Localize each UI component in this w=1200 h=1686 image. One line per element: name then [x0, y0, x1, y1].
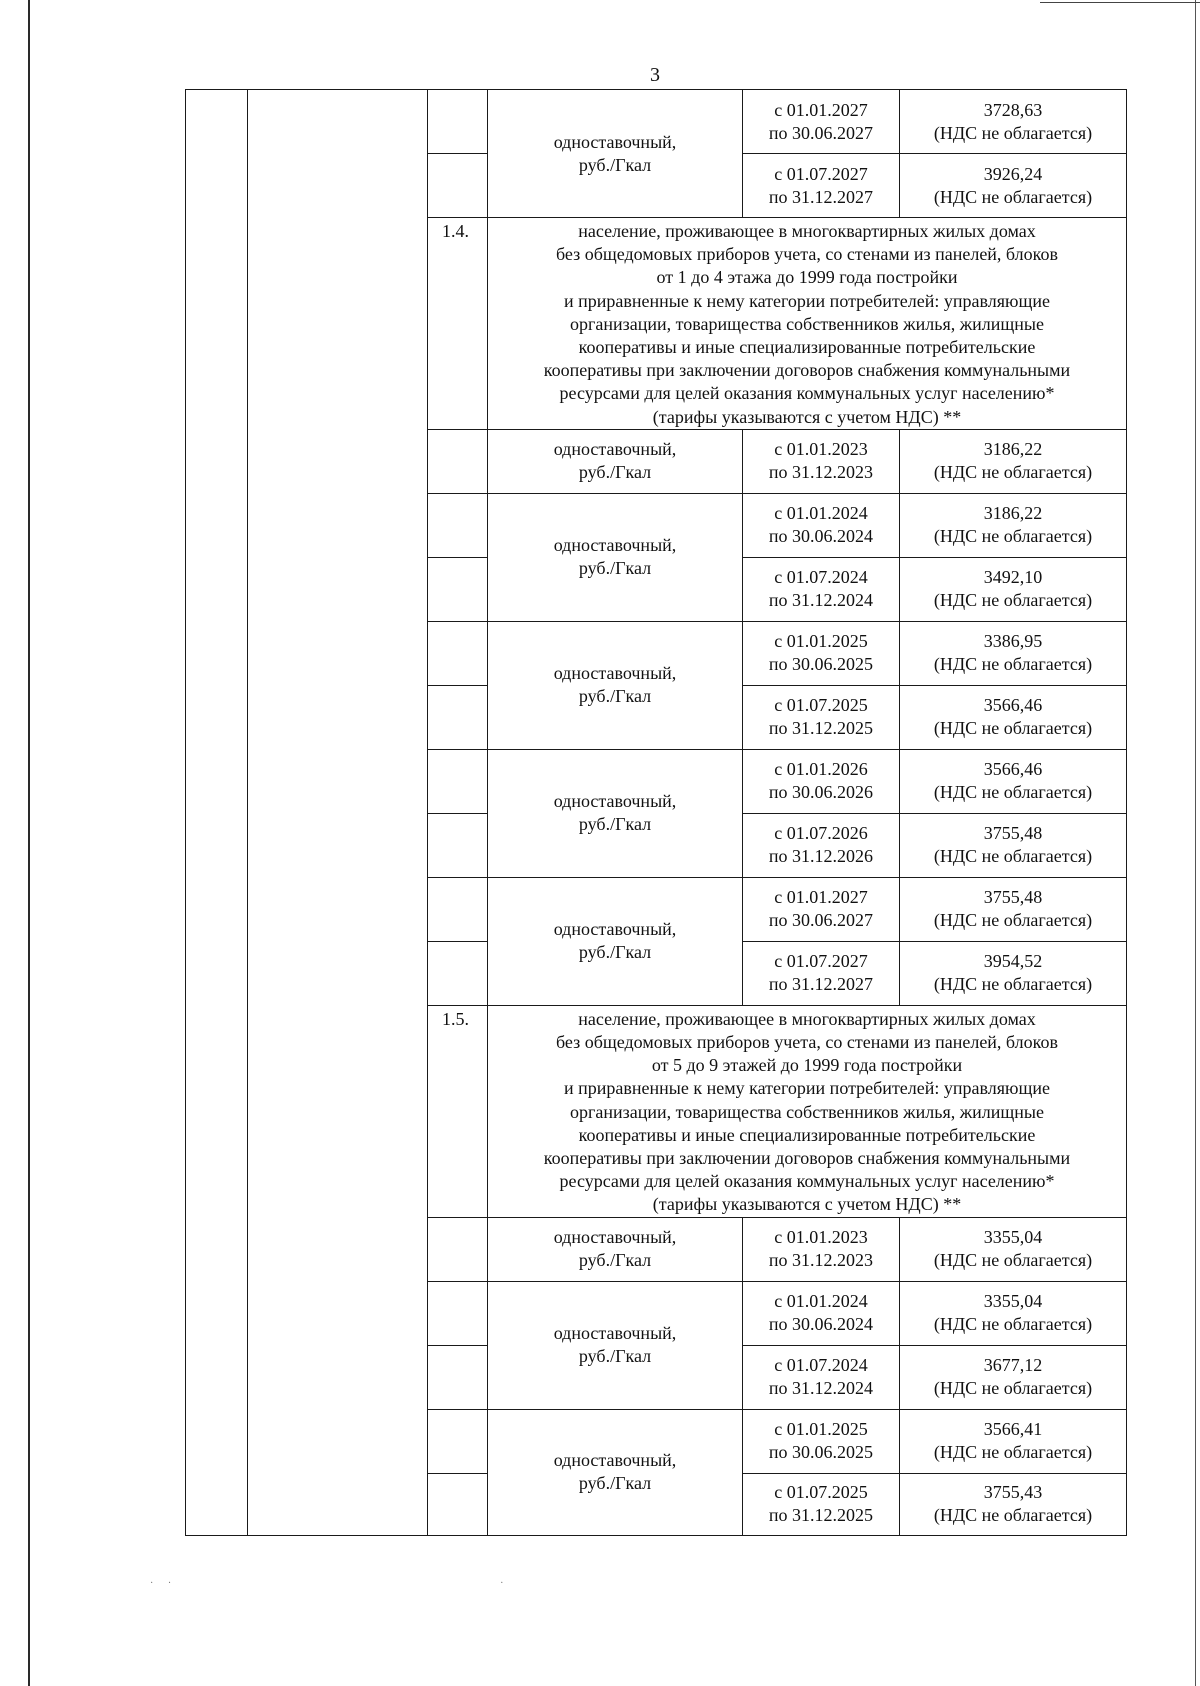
period-line: с 01.01.2025 — [774, 1419, 868, 1440]
number-cell — [428, 90, 488, 154]
period-line: по 30.06.2027 — [768, 122, 874, 143]
unit-cell — [488, 621, 743, 749]
unit-cell — [488, 1217, 743, 1281]
tariff-value-line: 3492,10 — [983, 567, 1043, 588]
tariff-table — [185, 89, 1127, 1536]
unit-line: руб./Гкал — [578, 1346, 652, 1367]
period-line: по 31.12.2026 — [768, 846, 874, 867]
description-line: организации, товарищества собственников жилья, жилищные — [570, 313, 1044, 334]
unit-cell — [488, 429, 743, 493]
description-line: (тарифы указываются с учетом НДС) ** — [652, 406, 962, 427]
tariff-value-line: 3566,46 — [983, 695, 1043, 716]
tariff-value-line: 3926,24 — [983, 163, 1043, 184]
unit-line: одноставочный, — [553, 131, 677, 152]
outer-column-cell — [186, 90, 248, 1536]
item-number: 1.5. — [428, 1005, 488, 1217]
tariff-value-line: 3755,43 — [983, 1482, 1043, 1503]
description-line: (тарифы указываются с учетом НДС) ** — [652, 1194, 962, 1215]
tariff-value-line: (НДС не облагается) — [933, 462, 1093, 483]
period-cell — [743, 90, 900, 154]
period-cell — [743, 941, 900, 1005]
period-line: по 31.12.2025 — [768, 1505, 874, 1526]
period-line: с 01.01.2025 — [774, 631, 868, 652]
number-cell — [428, 1473, 488, 1535]
period-cell — [743, 877, 900, 941]
period-cell — [743, 1281, 900, 1345]
unit-line: руб./Гкал — [578, 942, 652, 963]
period-line: с 01.01.2027 — [774, 887, 868, 908]
period-line: с 01.07.2024 — [774, 567, 868, 588]
tariff-value-cell — [900, 557, 1127, 621]
period-line: по 30.06.2025 — [768, 1442, 874, 1463]
tariff-value-line: (НДС не облагается) — [933, 718, 1093, 739]
tariff-value-line: (НДС не облагается) — [933, 846, 1093, 867]
period-line: с 01.01.2027 — [774, 99, 868, 120]
number-cell — [428, 557, 488, 621]
scan-edge-top — [1040, 2, 1200, 3]
period-line: с 01.01.2024 — [774, 503, 868, 524]
unit-line: одноставочный, — [553, 1450, 677, 1471]
period-line: с 01.07.2027 — [774, 951, 868, 972]
scan-edge-right — [1195, 0, 1196, 1686]
unit-cell — [488, 749, 743, 877]
tariff-value-line: (НДС не облагается) — [933, 974, 1093, 995]
period-line: по 31.12.2024 — [768, 590, 874, 611]
period-line: с 01.01.2026 — [774, 759, 868, 780]
period-cell — [743, 1409, 900, 1473]
number-cell — [428, 749, 488, 813]
number-cell — [428, 1409, 488, 1473]
tariff-value-line: 3186,22 — [983, 503, 1043, 524]
tariff-row — [186, 90, 1127, 154]
tariff-value-cell — [900, 493, 1127, 557]
tariff-value-cell — [900, 1473, 1127, 1535]
period-cell — [743, 685, 900, 749]
tariff-value-line: (НДС не облагается) — [933, 1314, 1093, 1335]
period-line: по 30.06.2024 — [768, 1314, 874, 1335]
unit-line: одноставочный, — [553, 1323, 677, 1344]
description-line: кооперативы и иные специализированные потребительские — [578, 1124, 1036, 1145]
period-cell — [743, 493, 900, 557]
description-line: кооперативы при заключении договоров снабжения коммунальными — [543, 360, 1071, 381]
period-cell — [743, 429, 900, 493]
period-cell — [743, 813, 900, 877]
period-cell — [743, 154, 900, 218]
unit-line: руб./Гкал — [578, 1473, 652, 1494]
description-line: население, проживающее в многоквартирных жилых домах — [578, 221, 1036, 241]
description-line: от 5 до 9 этажей до 1999 года постройки — [651, 1055, 963, 1076]
unit-line: руб./Гкал — [578, 462, 652, 483]
period-line: по 31.12.2023 — [768, 1250, 874, 1271]
number-cell — [428, 1281, 488, 1345]
tariff-value-cell — [900, 90, 1127, 154]
period-cell — [743, 1345, 900, 1409]
unit-line: руб./Гкал — [578, 686, 652, 707]
tariff-value-line: (НДС не облагается) — [933, 1250, 1093, 1271]
period-cell — [743, 621, 900, 685]
period-line: с 01.07.2025 — [774, 695, 868, 716]
tariff-value-line: (НДС не облагается) — [933, 590, 1093, 611]
period-line: по 31.12.2027 — [768, 186, 874, 207]
unit-line: руб./Гкал — [578, 558, 652, 579]
section-description — [488, 218, 1127, 430]
number-cell — [428, 429, 488, 493]
tariff-value-line: (НДС не облагается) — [933, 1378, 1093, 1399]
tariff-value-line: 3677,12 — [983, 1355, 1043, 1376]
item-number: 1.4. — [428, 218, 488, 430]
number-cell — [428, 621, 488, 685]
period-line: по 30.06.2026 — [768, 782, 874, 803]
section-description — [488, 1005, 1127, 1217]
number-cell — [428, 493, 488, 557]
tariff-value-line: (НДС не облагается) — [933, 122, 1093, 143]
period-line: по 31.12.2027 — [768, 974, 874, 995]
tariff-value-line: 3755,48 — [983, 823, 1043, 844]
tariff-value-cell — [900, 941, 1127, 1005]
period-cell — [743, 1217, 900, 1281]
number-cell — [428, 154, 488, 218]
tariff-value-cell — [900, 749, 1127, 813]
number-cell — [428, 941, 488, 1005]
tariff-value-cell — [900, 154, 1127, 218]
unit-line: одноставочный, — [553, 1227, 677, 1248]
period-line: по 31.12.2023 — [768, 462, 874, 483]
unit-cell — [488, 1409, 743, 1535]
description-line: без общедомовых приборов учета, со стенами из панелей, блоков — [556, 244, 1058, 265]
tariff-value-line: (НДС не облагается) — [933, 910, 1093, 931]
tariff-value-line: 3728,63 — [983, 99, 1043, 120]
period-line: с 01.07.2027 — [774, 163, 868, 184]
tariff-value-line: 3566,46 — [983, 759, 1043, 780]
tariff-value-line: (НДС не облагается) — [933, 526, 1093, 547]
period-cell — [743, 1473, 900, 1535]
tariff-value-line: 3566,41 — [983, 1419, 1043, 1440]
page-number: 3 — [650, 64, 660, 86]
unit-cell — [488, 1281, 743, 1409]
period-line: по 30.06.2024 — [768, 526, 874, 547]
tariff-value-line: (НДС не облагается) — [933, 186, 1093, 207]
tariff-value-cell — [900, 1281, 1127, 1345]
tariff-value-cell — [900, 1345, 1127, 1409]
tariff-value-line: (НДС не облагается) — [933, 782, 1093, 803]
tariff-value-line: 3755,48 — [983, 887, 1043, 908]
description-line: и приравненные к нему категории потребителей: управляющие — [564, 1078, 1050, 1099]
tariff-value-line: 3355,04 — [983, 1291, 1043, 1312]
period-line: по 30.06.2027 — [768, 910, 874, 931]
description-line: кооперативы и иные специализированные потребительские — [578, 337, 1036, 358]
unit-cell — [488, 493, 743, 621]
number-cell — [428, 877, 488, 941]
period-line: по 31.12.2025 — [768, 718, 874, 739]
unit-cell — [488, 877, 743, 1005]
description-line: население, проживающее в многоквартирных жилых домах — [578, 1008, 1036, 1029]
unit-line: руб./Гкал — [578, 814, 652, 835]
tariff-value-line: 3954,52 — [983, 951, 1043, 972]
unit-line: руб./Гкал — [578, 1250, 652, 1271]
unit-line: одноставочный, — [553, 791, 677, 812]
number-cell — [428, 685, 488, 749]
period-line: с 01.07.2026 — [774, 823, 868, 844]
tariff-value-cell — [900, 685, 1127, 749]
description-line: и приравненные к нему категории потребителей: управляющие — [564, 290, 1050, 311]
period-cell — [743, 557, 900, 621]
unit-cell — [488, 90, 743, 218]
tariff-value-line: 3186,22 — [983, 439, 1043, 460]
tariff-value-cell — [900, 621, 1127, 685]
number-cell — [428, 1217, 488, 1281]
description-line: кооперативы при заключении договоров снабжения коммунальными — [543, 1148, 1071, 1169]
tariff-value-line: (НДС не облагается) — [933, 654, 1093, 675]
period-line: с 01.07.2024 — [774, 1355, 868, 1376]
period-line: по 31.12.2024 — [768, 1378, 874, 1399]
scan-noise: · · · — [150, 1578, 510, 1589]
tariff-value-line: (НДС не облагается) — [933, 1505, 1093, 1526]
unit-line: руб./Гкал — [578, 154, 652, 175]
unit-line: одноставочный, — [553, 535, 677, 556]
description-line: от 1 до 4 этажа до 1999 года постройки — [656, 267, 958, 288]
unit-line: одноставочный, — [553, 439, 677, 460]
number-cell — [428, 813, 488, 877]
tariff-value-cell — [900, 813, 1127, 877]
tariff-value-cell — [900, 1409, 1127, 1473]
tariff-value-cell — [900, 877, 1127, 941]
tariff-value-line: 3386,95 — [983, 631, 1043, 652]
unit-line: одноставочный, — [553, 919, 677, 940]
description-line: организации, товарищества собственников жилья, жилищные — [570, 1101, 1044, 1122]
description-line: ресурсами для целей оказания коммунальных услуг населению* — [559, 383, 1055, 404]
scan-edge-left — [28, 0, 30, 1686]
tariff-value-line: 3355,04 — [983, 1227, 1043, 1248]
period-line: с 01.07.2025 — [774, 1482, 868, 1503]
period-line: по 30.06.2025 — [768, 654, 874, 675]
unit-line: одноставочный, — [553, 663, 677, 684]
tariff-value-cell — [900, 429, 1127, 493]
tariff-value-cell — [900, 1217, 1127, 1281]
description-line: ресурсами для целей оказания коммунальных услуг населению* — [559, 1171, 1055, 1192]
period-line: с 01.01.2024 — [774, 1291, 868, 1312]
period-line: с 01.01.2023 — [774, 439, 868, 460]
description-line: без общедомовых приборов учета, со стенами из панелей, блоков — [556, 1032, 1058, 1053]
outer-column-cell — [248, 90, 428, 1536]
period-cell — [743, 749, 900, 813]
period-line: с 01.01.2023 — [774, 1227, 868, 1248]
number-cell — [428, 1345, 488, 1409]
tariff-value-line: (НДС не облагается) — [933, 1442, 1093, 1463]
